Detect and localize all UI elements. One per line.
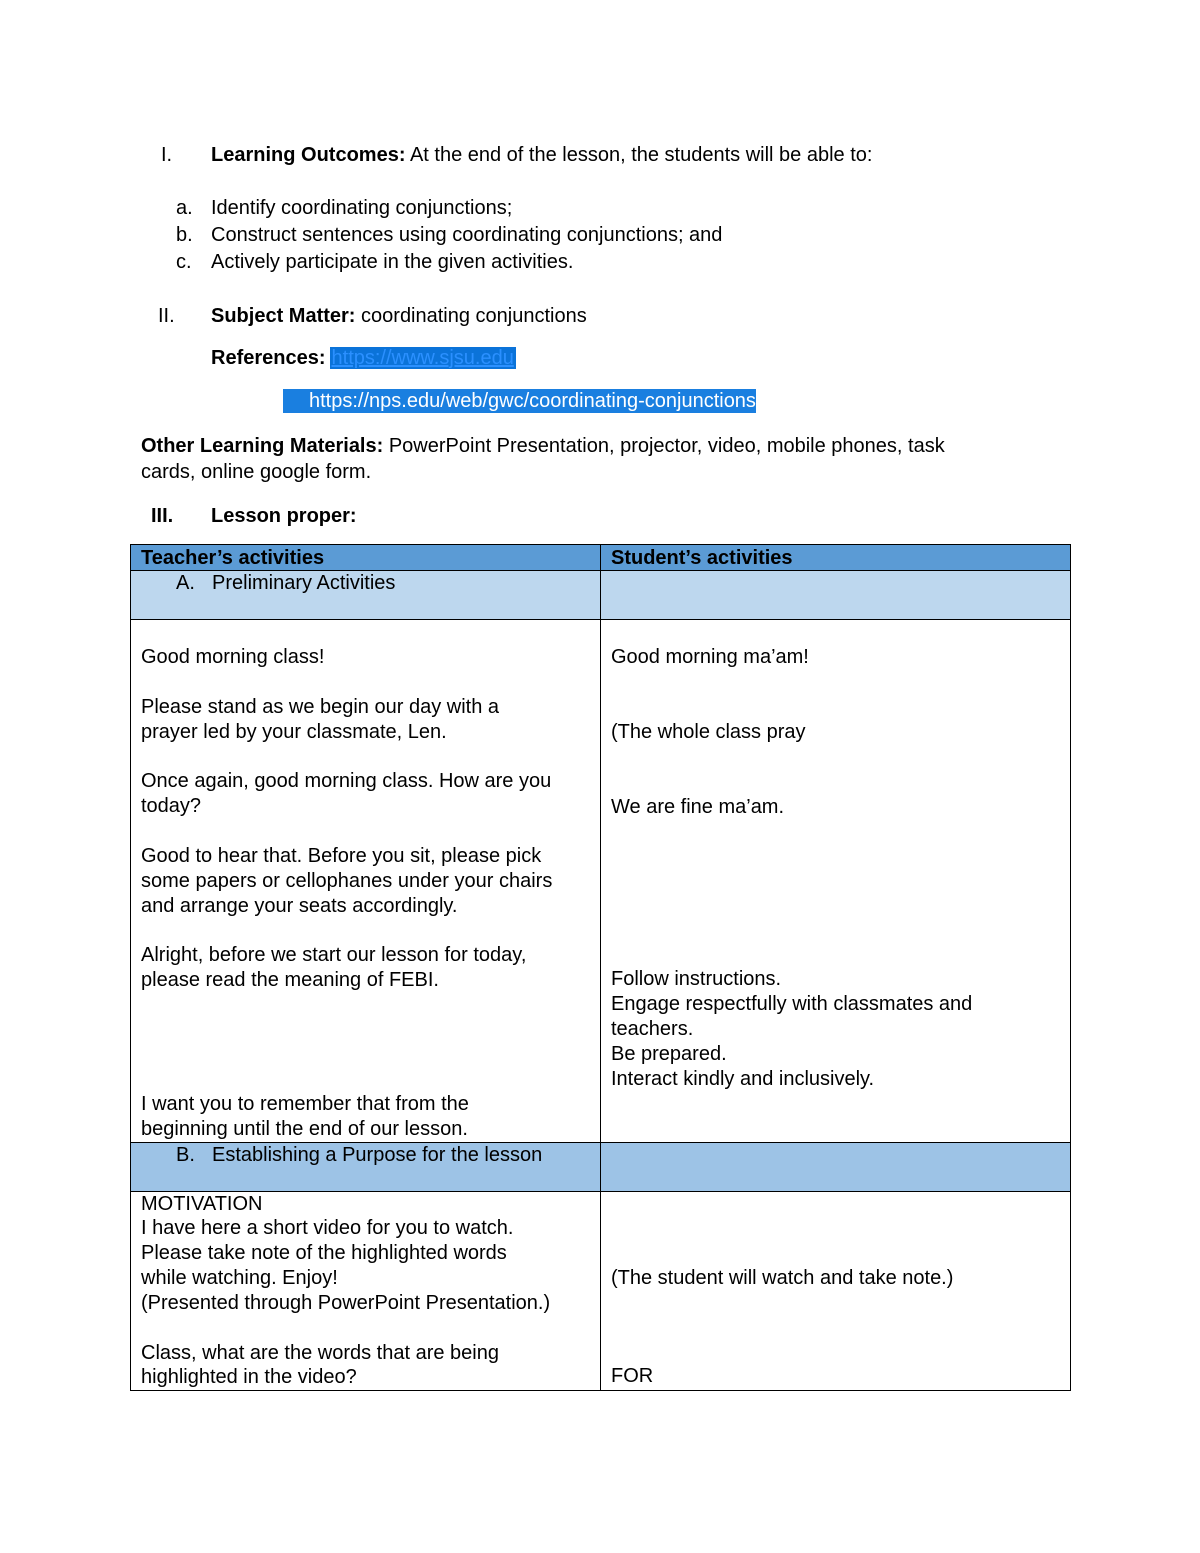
reference-link-sjsu[interactable]: https://www.sjsu.edu [331,347,514,369]
teacher-line: prayer led by your classmate, Len. [141,720,447,743]
teacher-line: (Presented through PowerPoint Presentation.) [141,1291,551,1314]
subject-numeral: II. [158,305,175,327]
student-line: We are fine ma’am. [611,795,785,818]
teacher-cell-motivation [131,1191,601,1391]
teacher-line: Class, what are the words that are being [141,1341,499,1364]
section-b-empty [601,1142,1071,1191]
outcome-item-b: Construct sentences using coordinating conjunctions; and [211,224,723,246]
teacher-line: Once again, good morning class. How are you [141,770,552,793]
subject-label: Subject Matter: [211,305,356,327]
student-line: Engage respectfully with classmates and [611,993,973,1016]
teacher-line: Good morning class! [141,646,325,668]
outcomes-label: Learning Outcomes: [211,144,406,166]
lesson-table [130,544,1071,1391]
teacher-line: I have here a short video for you to watch. [141,1217,514,1240]
outcomes-intro: At the end of the lesson, the students will be able to: [409,144,873,166]
teacher-line: while watching. Enjoy! [141,1266,338,1289]
teacher-line: today? [141,795,202,818]
teacher-line: I want you to remember that from the [141,1092,469,1115]
student-line: Be prepared. [611,1042,727,1065]
student-line: Follow instructions. [611,968,782,991]
section-b-label [141,1143,590,1168]
subject-heading [211,304,587,328]
table-row [131,620,1071,1143]
materials-text-2: cards, online google form. [141,461,372,483]
student-cell-motivation [601,1191,1071,1391]
lesson-numeral: III. [151,505,174,527]
materials-line-1 [141,434,945,458]
section-a-letter: A. [176,572,195,594]
section-b-cell [131,1142,601,1191]
section-b-letter: B. [176,1143,195,1166]
outcome-item-c: Actively participate in the given activities. [211,251,574,273]
section-b-row [131,1142,1071,1191]
outcome-letter-a: a. [176,197,193,219]
student-line: (The student will watch and take note.) [611,1266,954,1289]
table-header-row [131,545,1071,571]
student-line: (The whole class pray [611,720,806,743]
teacher-line: some papers or cellophanes under your chairs [141,869,553,892]
teacher-line: please read the meaning of FEBI. [141,969,439,992]
teacher-line: beginning until the end of our lesson. [141,1117,468,1140]
teacher-line: and arrange your seats accordingly. [141,894,458,917]
outcome-letter-b: b. [176,224,193,246]
section-a-title: Preliminary Activities [212,572,396,594]
header-student: Student’s activities [601,545,1071,571]
materials-label: Other Learning Materials: [141,435,384,457]
outcomes-numeral: I. [161,144,173,166]
section-a-empty [601,571,1071,620]
lesson-heading: Lesson proper: [211,505,357,527]
teacher-line: Please stand as we begin our day with a [141,695,499,718]
section-a-cell [131,571,601,620]
references-line [211,346,516,370]
section-b-title: Establishing a Purpose for the lesson [212,1143,543,1166]
teacher-line: Good to hear that. Before you sit, please pick [141,844,542,867]
subject-text: coordinating conjunctions [361,305,587,327]
outcomes-heading [211,143,872,167]
materials-text-1: PowerPoint Presentation, projector, video, mobile phones, task [388,435,945,457]
reference-link-nps[interactable]: https://nps.edu/web/gwc/coordinating-conjunctions [309,390,756,412]
references-label: References: [211,347,326,369]
reference-link-nps-wrap [283,389,756,413]
student-line: Interact kindly and inclusively. [611,1067,875,1090]
student-line: FOR [611,1365,654,1388]
section-a-label [141,571,590,596]
teacher-line: Alright, before we start our lesson for today, [141,944,527,967]
teacher-line: Please take note of the highlighted words [141,1242,507,1265]
table-row [131,1191,1071,1391]
outcome-item-a: Identify coordinating conjunctions; [211,197,513,219]
teacher-line: MOTIVATION [141,1192,263,1215]
student-cell-preliminary [601,620,1071,1143]
teacher-cell-preliminary [131,620,601,1143]
student-line: teachers. [611,1017,694,1040]
outcome-letter-c: c. [176,251,192,273]
teacher-line: highlighted in the video? [141,1366,357,1389]
section-a-row [131,571,1071,620]
student-line: Good morning ma’am! [611,646,809,668]
header-teacher: Teacher’s activities [131,545,601,571]
